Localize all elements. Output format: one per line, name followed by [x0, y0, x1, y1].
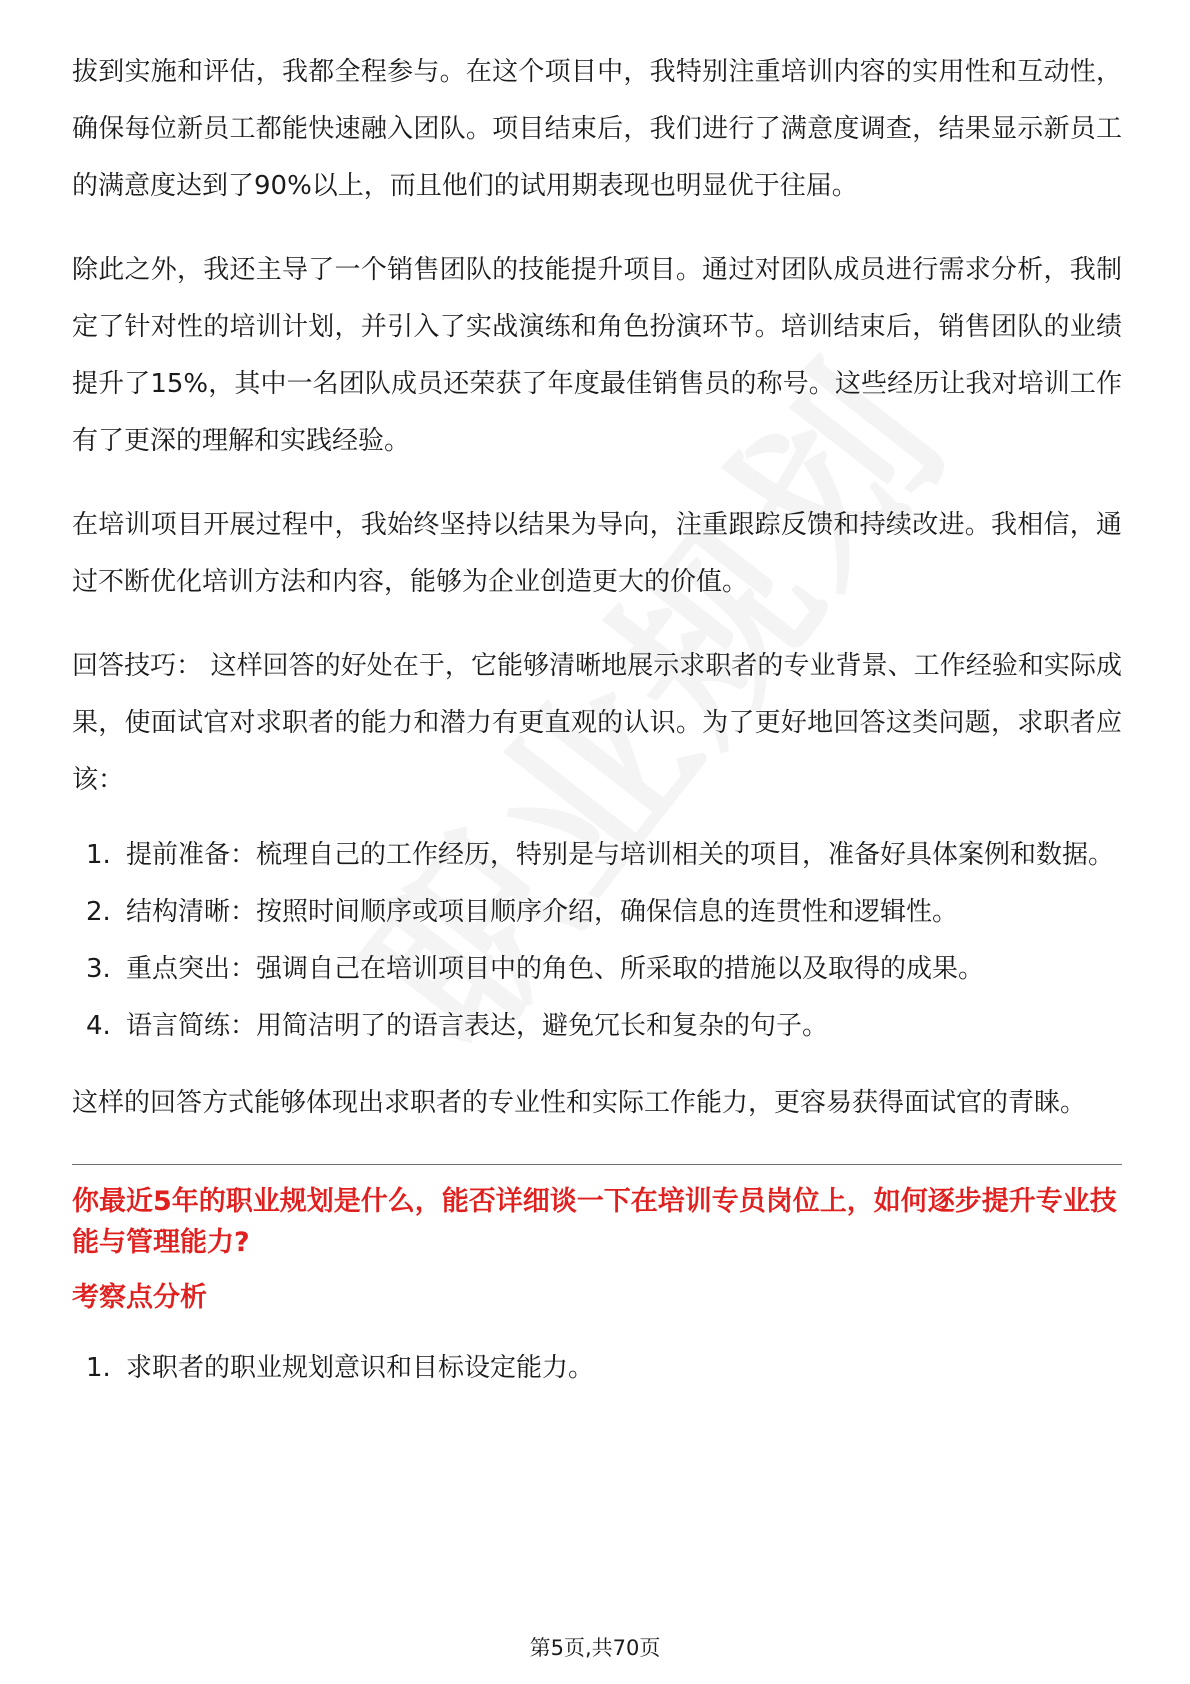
- analysis-list: [72, 1340, 1122, 1397]
- list-item-text: 结构清晰：按照时间顺序或项目顺序介绍，确保信息的连贯性和逻辑性。: [126, 897, 959, 927]
- list-item-text: 重点突出：强调自己在培训项目中的角色、所采取的措施以及取得的成果。: [126, 954, 985, 984]
- paragraph-results-oriented: 在培训项目开展过程中，我始终坚持以结果为导向，注重跟踪反馈和持续改进。我相信，通过不断优化培训方法和内容，能够为企业创造更大的价值。: [72, 510, 1122, 597]
- list-number: 4.: [86, 1011, 111, 1041]
- list-item: [72, 1340, 1122, 1397]
- list-number: 1.: [86, 840, 111, 870]
- analysis-heading: 考察点分析: [72, 1282, 207, 1313]
- paragraph-sales-training: 除此之外，我还主导了一个销售团队的技能提升项目。通过对团队成员进行需求分析，我制定了针对性的培训计划，并引入了实战演练和角色扮演环节。培训结束后，销售团队的业绩提升了15%，其中一名团队成员还荣获了年度最佳销售员的称号。这些经历让我对培训工作有了更深的理解和实践经验。: [72, 255, 1122, 456]
- list-item: [72, 941, 1122, 998]
- page-footer: 第5页,共70页: [529, 1636, 661, 1660]
- paragraph-conclusion: 这样的回答方式能够体现出求职者的专业性和实际工作能力，更容易获得面试官的青睐。: [72, 1088, 1087, 1118]
- list-item: [72, 884, 1122, 941]
- list-item-text: 求职者的职业规划意识和目标设定能力。: [126, 1353, 595, 1383]
- list-number: 2.: [86, 897, 111, 927]
- list-number: 3.: [86, 954, 111, 984]
- interview-question: 你最近5年的职业规划是什么，能否详细谈一下在培训专员岗位上，如何逐步提升专业技能与管理能力?: [72, 1186, 1117, 1258]
- paragraph-project-evaluation: 拔到实施和评估，我都全程参与。在这个项目中，我特别注重培训内容的实用性和互动性，确保每位新员工都能快速融入团队。项目结束后，我们进行了满意度调查，结果显示新员工的满意度达到了90%以上，而且他们的试用期表现也明显优于往届。: [72, 57, 1122, 201]
- answer-tip: 回答技巧： 这样回答的好处在于，它能够清晰地展示求职者的专业背景、工作经验和实际成果，使面试官对求职者的能力和潜力有更直观的认识。为了更好地回答这类问题，求职者应该：: [72, 651, 1122, 795]
- list-item-text: 语言简练：用简洁明了的语言表达，避免冗长和复杂的句子。: [126, 1011, 829, 1041]
- list-number: 1.: [86, 1353, 111, 1383]
- list-item: [72, 998, 1122, 1055]
- list-item-text: 提前准备：梳理自己的工作经历，特别是与培训相关的项目，准备好具体案例和数据。: [126, 840, 1115, 870]
- document-body: [72, 44, 1122, 1417]
- section-divider: [72, 1164, 1122, 1165]
- list-item: [72, 827, 1122, 884]
- tip-steps-list: [72, 827, 1122, 1055]
